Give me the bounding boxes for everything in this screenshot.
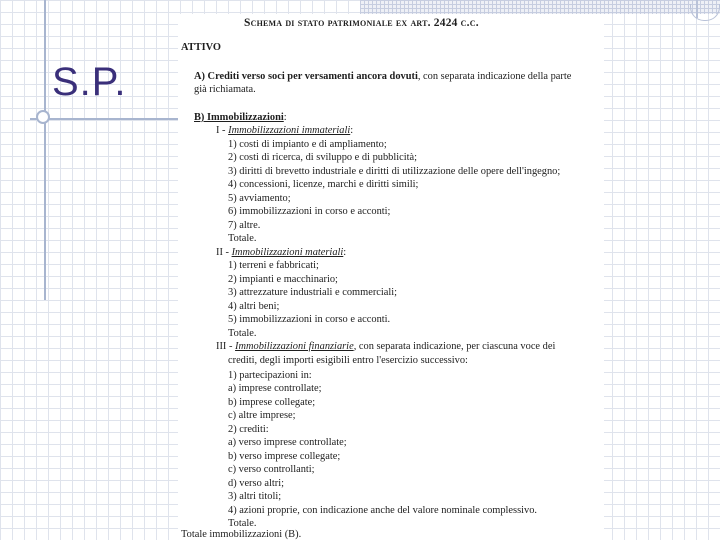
group-ii-prefix: II - xyxy=(216,247,232,258)
list-item: 1) costi di impianto e di ampliamento; xyxy=(228,139,387,150)
list-item: 2) costi di ricerca, di sviluppo e di pubblicità; xyxy=(228,152,418,163)
list-item: 3) altri titoli; xyxy=(228,491,282,502)
document-title: Schema di stato patrimoniale ex art. 2424 c.c. xyxy=(244,17,479,29)
top-decor-band xyxy=(360,0,720,14)
item-a-label: A) Crediti verso soci per versamenti ancora dovuti xyxy=(194,71,418,82)
group-iii-heading xyxy=(216,340,555,354)
group-ii-title: Immobilizzazioni materiali xyxy=(231,247,344,258)
list-item: 2) impianti e macchinario; xyxy=(228,274,338,285)
list-item: 4) altri beni; xyxy=(228,301,280,312)
list-item-total: Totale. xyxy=(228,518,257,529)
list-item: 1) terreni e fabbricati; xyxy=(228,260,319,271)
scanned-document xyxy=(178,14,604,540)
list-item: 6) immobilizzazioni in corso e acconti; xyxy=(228,206,391,217)
list-item-total: Totale. xyxy=(228,328,257,339)
list-item: 5) avviamento; xyxy=(228,193,291,204)
list-item: b) verso imprese collegate; xyxy=(228,451,341,462)
list-item: 7) altre. xyxy=(228,220,261,231)
list-item-total: Totale. xyxy=(228,233,257,244)
section-heading: ATTIVO xyxy=(181,42,222,53)
list-item: 2) crediti: xyxy=(228,424,269,435)
list-item: a) verso imprese controllate; xyxy=(228,437,347,448)
total-b: Totale immobilizzazioni (B). xyxy=(181,529,302,540)
list-item: 3) attrezzature industriali e commerciali; xyxy=(228,287,398,298)
list-item: 3) diritti di brevetto industriale e diritti di utilizzazione delle opere dell'ingegno; xyxy=(228,166,561,177)
item-b-colon: : xyxy=(283,112,287,123)
group-iii-title: Immobilizzazioni finanziarie xyxy=(235,341,354,352)
decor-vertical-line xyxy=(44,0,46,300)
group-ii-heading xyxy=(216,246,346,260)
decor-circle xyxy=(36,110,50,124)
item-a-rest: , con separata indicazione della parte xyxy=(417,71,572,82)
list-item: 5) immobilizzazioni in corso e acconti. xyxy=(228,314,391,325)
group-iii-prefix: III - xyxy=(216,341,236,352)
slide-title: S.P. xyxy=(52,60,127,104)
list-item: 1) partecipazioni in: xyxy=(228,370,312,381)
list-item: d) verso altri; xyxy=(228,478,284,489)
item-b xyxy=(194,111,287,125)
list-item: 4) concessioni, licenze, marchi e diritti simili; xyxy=(228,179,419,190)
list-item: b) imprese collegate; xyxy=(228,397,316,408)
group-ii-colon: : xyxy=(343,247,347,258)
item-b-label: B) Immobilizzazioni xyxy=(194,112,284,123)
top-right-decor-arc xyxy=(690,4,720,21)
group-i-prefix: I - xyxy=(216,125,229,136)
item-a xyxy=(194,70,571,84)
group-i-heading xyxy=(216,124,353,138)
group-i-colon: : xyxy=(350,125,354,136)
decor-horizontal-line xyxy=(30,118,180,120)
group-i-title: Immobilizzazioni immateriali xyxy=(228,125,351,136)
list-item: 4) azioni proprie, con indicazione anche del valore nominale complessivo. xyxy=(228,505,538,516)
item-a-line2: già richiamata. xyxy=(194,84,256,95)
list-item: c) verso controllanti; xyxy=(228,464,315,475)
list-item: a) imprese controllate; xyxy=(228,383,322,394)
group-iii-line2: crediti, degli importi esigibili entro l'esercizio successivo: xyxy=(228,355,468,366)
list-item: c) altre imprese; xyxy=(228,410,296,421)
group-iii-rest: , con separata indicazione, per ciascuna voce dei xyxy=(353,341,556,352)
